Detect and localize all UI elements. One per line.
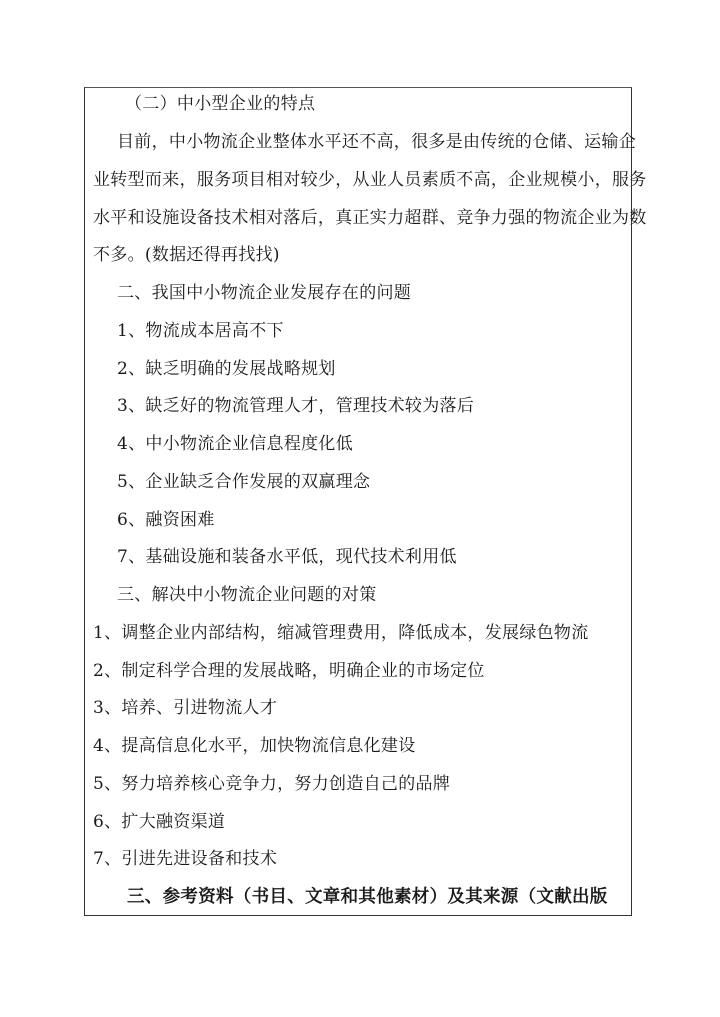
solution-item: 5、努力培养核心竞争力，努力创造自己的品牌	[93, 774, 451, 794]
solution-item: 1、调整企业内部结构，缩减管理费用，降低成本，发展绿色物流	[93, 623, 589, 643]
problem-item: 6、融资困难	[117, 510, 215, 530]
paragraph-line: 不多。(数据还得再找找)	[93, 245, 280, 265]
solution-item: 6、扩大融资渠道	[93, 812, 226, 832]
solution-item: 7、引进先进设备和技术	[93, 849, 278, 869]
problem-item: 4、中小物流企业信息程度化低	[117, 434, 354, 454]
paragraph-line: 目前，中小物流企业整体水平还不高，很多是由传统的仓储、运输企	[117, 132, 636, 152]
solutions-heading: 三、解决中小物流企业问题的对策	[117, 585, 377, 605]
problem-item: 1、物流成本居高不下	[117, 321, 284, 341]
references-heading: 三、参考资料（书目、文章和其他素材）及其来源（文献出版	[127, 887, 608, 907]
solution-item: 4、提高信息化水平，加快物流信息化建设	[93, 736, 416, 756]
sub-heading: （二）中小型企业的特点	[125, 94, 316, 114]
paragraph-line: 水平和设施设备技术相对落后，真正实力超群、竞争力强的物流企业为数	[93, 208, 647, 228]
problem-item: 5、企业缺乏合作发展的双赢理念	[117, 472, 371, 492]
solution-item: 2、制定科学合理的发展战略，明确企业的市场定位	[93, 661, 485, 681]
document-table-cell	[84, 87, 647, 916]
problem-item: 3、缺乏好的物流管理人才，管理技术较为落后	[117, 396, 475, 416]
problem-item: 2、缺乏明确的发展战略规划	[117, 359, 336, 379]
paragraph-line: 业转型而来，服务项目相对较少，从业人员素质不高，企业规模小，服务	[93, 170, 647, 190]
problems-heading: 二、我国中小物流企业发展存在的问题	[117, 283, 412, 303]
problem-item: 7、基础设施和装备水平低，现代技术利用低	[117, 547, 457, 567]
solution-item: 3、培养、引进物流人才	[93, 698, 278, 718]
